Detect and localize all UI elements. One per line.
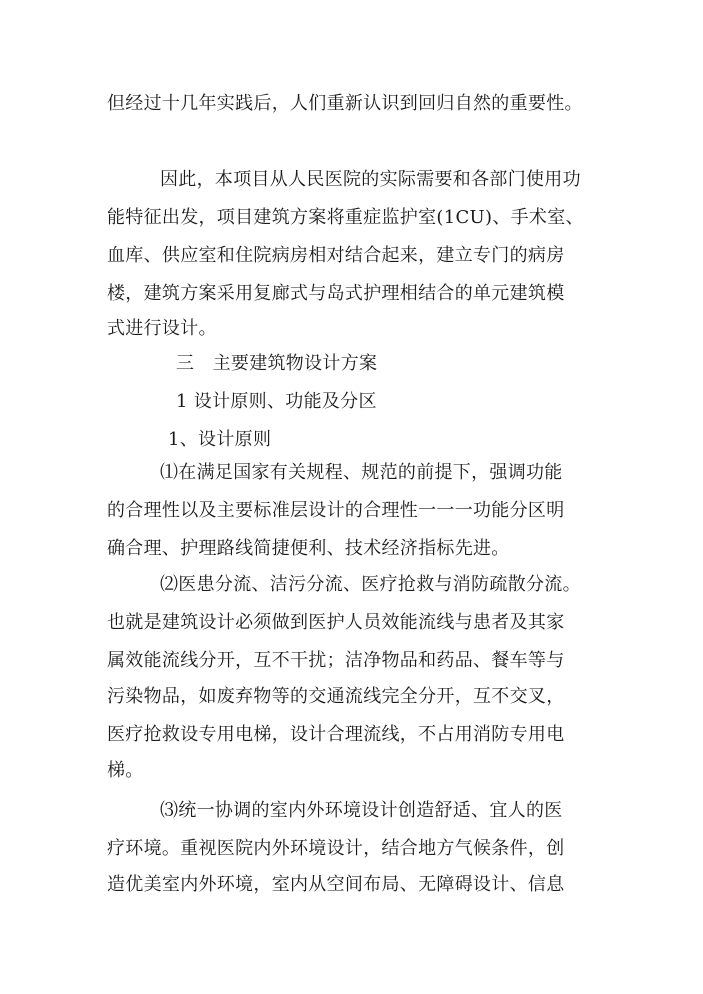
body-text-line: 污染物品，如废弃物等的交通流线完全分开，互不交叉， [107,686,565,707]
body-text-line: 属效能流线分开，互不干扰；洁净物品和药品、餐车等与 [107,650,565,671]
body-text-line: 梯。 [107,760,144,781]
subsection-heading: 1 设计原则、功能及分区 [176,391,377,412]
body-text-line: 的合理性以及主要标准层设计的合理性一一一功能分区明 [107,500,565,521]
body-text-line: 楼，建筑方案采用复廊式与岛式护理相结合的单元建筑模 [107,283,565,304]
list-item-1-first-line: ⑴在满足国家有关规程、规范的前提下，强调功能 [160,462,563,483]
list-item-2-first-line: ⑵医患分流、洁污分流、医疗抢救与消防疏散分流。 [160,574,581,595]
body-text-line: 血库、供应室和住院病房相对结合起来，建立专门的病房 [107,245,565,266]
body-text-line: 也就是建筑设计必须做到医护人员效能流线与患者及其家 [107,612,565,633]
body-text-line: 能特征出发，项目建筑方案将重症监护室(1CU)、手术室、 [107,207,584,228]
body-text-line: 疗环境。重视医院内外环境设计，结合地方气候条件，创 [107,838,565,859]
list-item-3-first-line: ⑶统一协调的室内外环境设计创造舒适、宜人的医 [160,800,563,821]
section-heading: 三 主要建筑物设计方案 [176,353,378,374]
body-text-line: 式进行设计。 [107,318,217,339]
body-text-line: 医疗抢救设专用电梯，设计合理流线，不占用消防专用电 [107,724,565,745]
body-text-line: 但经过十几年实践后，人们重新认识到回归自然的重要性。 [107,93,583,114]
body-text-line: 确合理、护理路线简捷便利、技术经济指标先进。 [107,538,510,559]
paragraph-first-line: 因此，本项目从人民医院的实际需要和各部门使用功 [160,169,581,190]
subsection-heading: 1、设计原则 [168,429,272,450]
body-text-line: 造优美室内外环境，室内从空间布局、无障碍设计、信息 [107,874,565,895]
